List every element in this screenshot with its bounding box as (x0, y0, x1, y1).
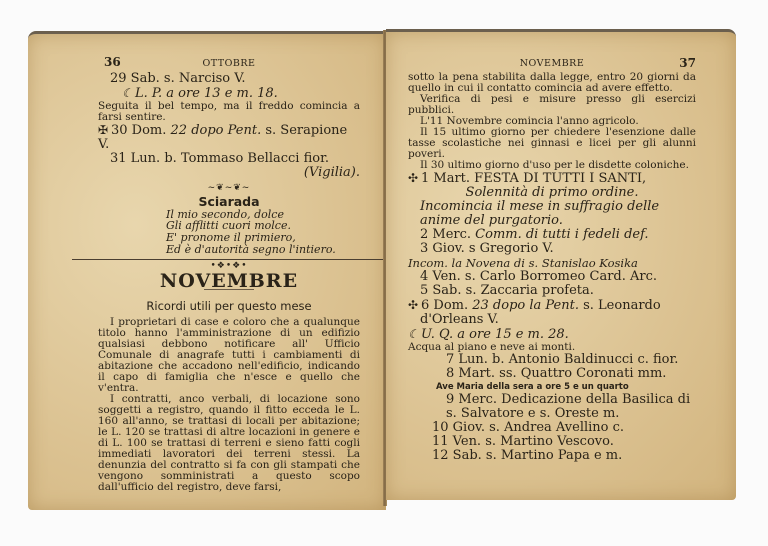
calendar-entry-29: 29 Sab. s. Narciso V. (110, 70, 246, 86)
entry-30-saint: s. Serapione V. (98, 122, 348, 152)
divider-ornament: •❖•❖• (210, 261, 248, 272)
sciarada-verse-4: Ed è d'autorità segno l'intiero. (166, 242, 336, 256)
notes-paragraphs-left (98, 317, 360, 493)
purgatorio-note: Incomincia il mese in suffragio delle anime del purgatorio. (420, 198, 660, 228)
calendar-entry-11: 11 Ven. s. Martino Vescovo. (432, 434, 614, 450)
calendar-entry-3: 3 Giov. s Gregorio V. (420, 240, 554, 256)
moon-phase-icon: ☾ (408, 326, 419, 341)
calendar-entry-12: 12 Sab. s. Martino Papa e m. (432, 448, 623, 464)
cross-icon: ✠ (98, 122, 109, 137)
left-page (28, 31, 386, 510)
month-title: NOVEMBRE (159, 269, 299, 292)
novena-note: Incom. la Novena di s. Stanislao Kosika (408, 255, 638, 270)
open-almanac (28, 27, 740, 507)
calendar-entry-30 (98, 123, 360, 152)
entry-2-text: Comm. di tutti i fedeli def. (475, 226, 649, 242)
left-page-content (98, 58, 360, 493)
entry-2-day: 2 Merc. (420, 226, 476, 242)
paragraph-contratti: I contratti, anco verbali, di locazione sono soggetti a registro, quando il fitto ecceda le L. 160 all'anno, se trattasi di locali per abitazione; le L. 120 se trattasi di altre locazioni in genere e di L. 100 se trattasi di terreni e sieno fatti cogli immediati lavoratori dei terreni stessi. La denunzia del contratto si fa con gli stampati che vengono somministrati a questo scopo dall'ufficio del registro, deve farsi, (98, 392, 360, 493)
paragraph-disdette: Il 30 ultimo giorno d'uso per le disdette coloniche. (420, 158, 689, 171)
paragraph-pesi: Verifica di pesi e misure presso gli esercizi pubblici. (408, 92, 696, 116)
calendar-entry-4: 4 Ven. s. Carlo Borromeo Card. Arc. (420, 268, 658, 284)
entry-6-liturgical: 23 dopo la Pent. (472, 297, 579, 313)
sciarada-verse-3: E' pronome il primiero, (166, 230, 296, 244)
entry-30-day: 30 Dom. (111, 122, 171, 138)
sciarada-verse-1: Il mio secondo, dolce (166, 207, 284, 221)
moon-phase-text: L. P. a ore 13 e m. 18. (135, 85, 278, 101)
calendar-entry-1 (408, 171, 696, 186)
calendar-entry-5: 5 Sab. s. Zaccaria profeta. (420, 282, 594, 298)
entry-1-text: 1 Mart. FESTA DI TUTTI I SANTI, (421, 170, 647, 186)
notes-paragraphs-right (408, 72, 696, 171)
calendar-entry-8: 8 Mart. ss. Quattro Coronati mm. (446, 365, 667, 381)
calendar-entry-7: 7 Lun. b. Antonio Baldinucci c. fior. (446, 351, 679, 367)
page-number-left: 36 (104, 55, 121, 69)
calendar-entry-9-cont: s. Salvatore e s. Oreste m. (446, 406, 620, 422)
moon-phase-icon: ☾ (122, 85, 133, 100)
section-title: Ricordi utili per questo mese (146, 299, 312, 314)
paragraph-anagrafe: I proprietari di case e coloro che a qualunque titolo hanno l'amministrazione di un edifizio qualsiasi debbono notificare all' Ufficio Comunale di anagrafe tutti i cambiamenti di abitazione che accadono nell'edificio, indicando il capo di famiglia che n'esce e quello che v'entra. (98, 315, 360, 394)
cross-icon: ✣ (408, 297, 419, 312)
moon-phase-text-right: U. Q. a ore 15 e m. 28. (421, 326, 569, 342)
moon-phase-entry-right (408, 327, 696, 342)
calendar-entry-6-cont: d'Orleans V. (420, 311, 499, 327)
calendar-entry-10: 10 Giov. s. Andrea Avellino c. (432, 420, 625, 436)
calendar-entry-9: 9 Merc. Dedicazione della Basilica di (446, 392, 691, 408)
ornament-divider: ~❦~❦~ (207, 182, 251, 193)
calendar-entry-31: 31 Lun. b. Tommaso Bellacci fior. (110, 150, 330, 166)
entry-30-liturgical: 22 dopo Pent. (170, 122, 262, 138)
moon-phase-entry (98, 86, 360, 101)
entry-6-saint: s. Leonardo (578, 297, 661, 313)
running-head-right: NOVEMBRE (519, 58, 585, 69)
running-head-left: OTTOBRE (202, 58, 256, 69)
page-number-right: 37 (679, 56, 696, 70)
calendar-entry-6 (408, 298, 696, 313)
weather-note-left: Seguita il bel tempo, ma il freddo comincia a farsi sentire. (98, 99, 360, 123)
sciarada-verse-2: Gli afflitti cuori molce. (166, 219, 291, 233)
paragraph-continued: sotto la pena stabilita dalla legge, entro 20 giorni da quello in cui il contatto comincia ad avere effetto. (408, 70, 696, 94)
calendar-entry-2 (408, 228, 696, 242)
ave-maria-note: Ave Maria della sera a ore 5 e un quarto (436, 381, 629, 392)
cross-icon: ✣ (408, 170, 419, 185)
entry-6-day: 6 Dom. (421, 297, 473, 313)
paragraph-anno-agricolo: L'11 Novembre comincia l'anno agricolo. (420, 114, 639, 127)
vigilia-note: (Vigilia). (303, 164, 360, 180)
right-page (386, 29, 736, 500)
sciarada-title: Sciarada (198, 194, 260, 210)
solemnity-note: Solennità di primo ordine. (465, 184, 639, 200)
paragraph-esenzione: Il 15 ultimo giorno per chiedere l'esenzione dalle tasse scolastiche nei ginnasi e licei per gli alunni poveri. (408, 125, 696, 160)
weather-note-right: Acqua al piano e neve ai monti. (408, 340, 576, 353)
right-page-content (408, 58, 696, 463)
